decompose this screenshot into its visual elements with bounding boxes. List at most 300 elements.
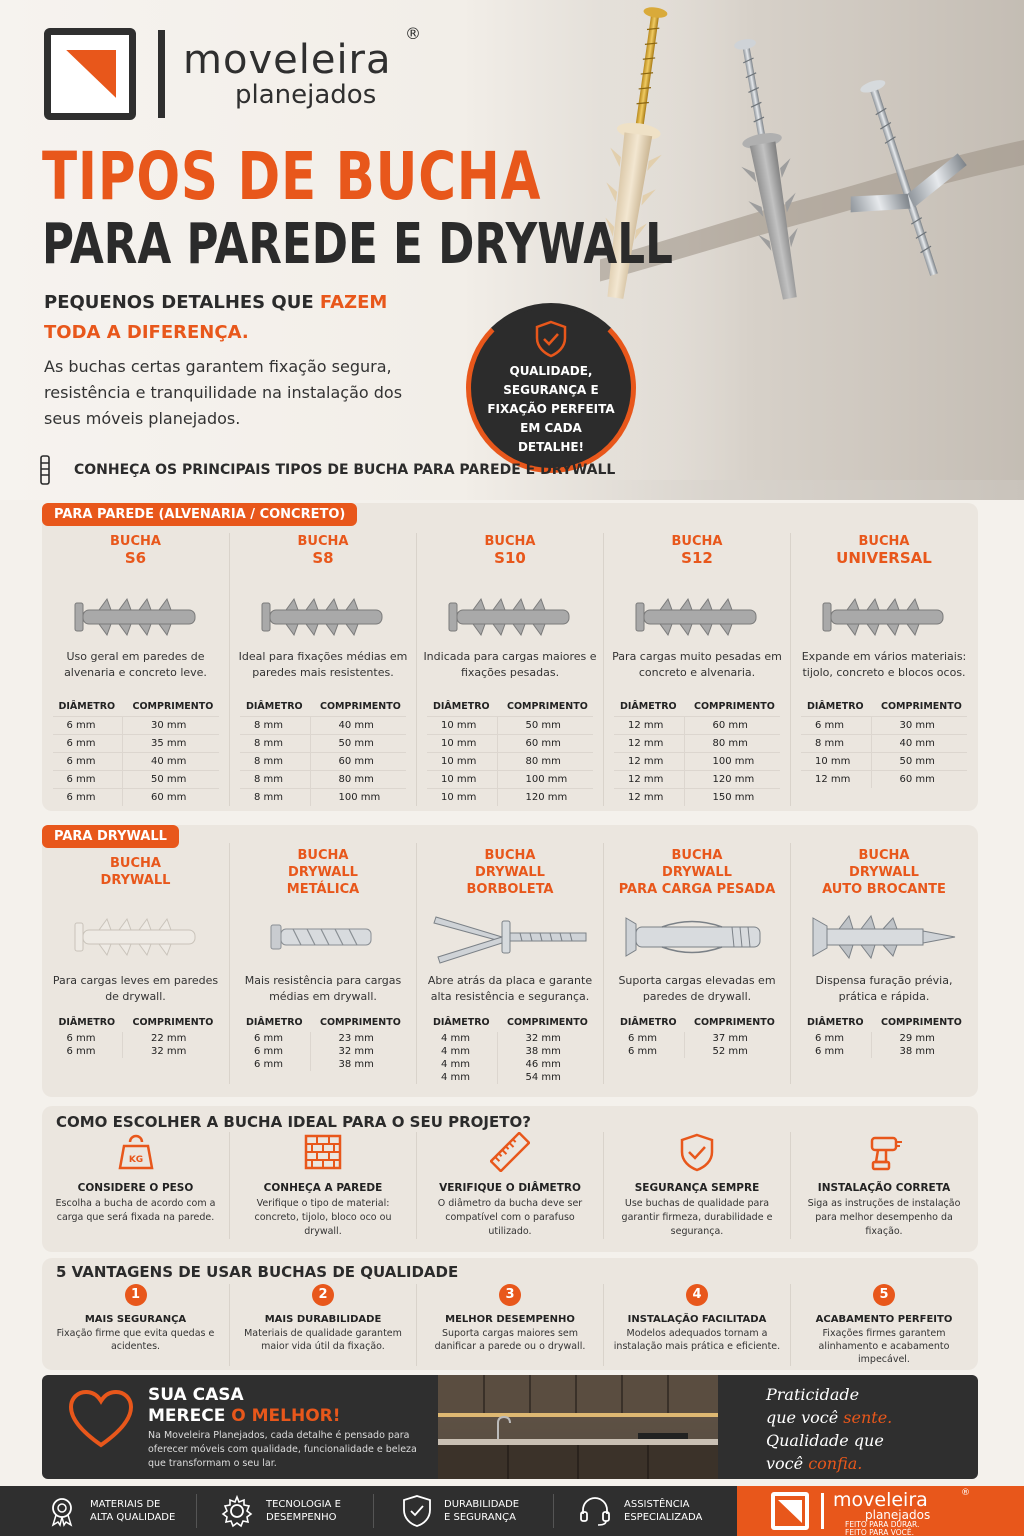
spec-length: 40 mm: [123, 753, 219, 771]
anchor-icon: [38, 455, 52, 485]
spec-length: 32 mm: [338, 1046, 374, 1057]
anchor-title: [417, 843, 603, 901]
advantage-item: [229, 1284, 416, 1366]
anchor-image: [791, 585, 977, 649]
weight-icon: [116, 1132, 156, 1172]
advantage-title: INSTALAÇÃO FACILITADA: [627, 1314, 767, 1325]
anchor-desc: Uso geral em paredes de alvenaria e concreto leve.: [64, 650, 207, 679]
spec-length: 60 mm: [497, 735, 593, 753]
weight-label: KG: [128, 1155, 143, 1165]
logo-sub: planejados: [235, 80, 377, 110]
spec-length: 100 mm: [684, 753, 780, 771]
spec-header-length: COMPRIMENTO: [320, 701, 401, 712]
spec-length: 120 mm: [497, 789, 593, 807]
medal-icon: [46, 1495, 78, 1527]
advantage-item: [603, 1284, 790, 1366]
footer-logo-name: moveleira: [833, 1489, 928, 1511]
anchor-model: UNIVERSAL: [836, 549, 932, 567]
banner-title-line1: SUA CASA: [148, 1385, 244, 1405]
anchor-title-line: BUCHA: [110, 534, 161, 549]
plastic-anchor-icon: [71, 595, 201, 639]
spec-row: [614, 753, 780, 771]
spec-row: [427, 1032, 593, 1045]
anchor-desc: Abre atrás da placa e garante alta resistência e segurança.: [427, 974, 593, 1003]
anchor-title-line: BUCHA: [671, 847, 723, 863]
spec-length: 22 mm: [151, 1033, 187, 1044]
spec-row: [427, 735, 593, 753]
logo-wordmark: [183, 37, 392, 110]
anchor-card: [790, 533, 977, 806]
footer-logo-sub: planejados: [865, 1508, 931, 1522]
spec-diameter: 6 mm: [614, 1045, 684, 1058]
anchor-title-line: BUCHA: [858, 534, 910, 549]
spec-header-diameter: DIÂMETRO: [433, 701, 490, 712]
spec-length: 50 mm: [497, 717, 593, 735]
spec-header-diameter: DIÂMETRO: [433, 1017, 490, 1028]
hero: [0, 0, 1024, 500]
tip-item: [603, 1132, 790, 1239]
spec-row: [801, 735, 967, 753]
anchor-model: S6: [124, 549, 147, 567]
anchor-title-line: BUCHA: [110, 856, 161, 871]
choose-title: COMO ESCOLHER A BUCHA IDEAL PARA O SEU PROJETO?: [56, 1113, 531, 1131]
tagline: [44, 288, 387, 348]
logo-mark-icon: [44, 28, 136, 120]
page-subtitle: PARA PAREDE E DRYWALL: [42, 212, 673, 277]
spec-row: [801, 717, 967, 735]
spec-length: 50 mm: [871, 753, 967, 771]
brand-logo[interactable]: [44, 28, 392, 120]
anchor-title: [42, 533, 229, 585]
advantage-item: [42, 1284, 229, 1366]
plastic-anchor-icon: [71, 915, 201, 959]
anchor-title-line: AUTO BROCANTE: [822, 881, 946, 897]
tip-title: VERIFIQUE O DIÂMETRO: [439, 1182, 581, 1194]
footer-item: [402, 1486, 519, 1536]
spec-length: 35 mm: [123, 735, 219, 753]
advantage-number: 5: [873, 1284, 895, 1306]
spec-header-diameter: DIÂMETRO: [246, 1017, 303, 1028]
category-drywall: PARA DRYWALL: [42, 825, 179, 848]
spec-length: 150 mm: [684, 789, 780, 807]
anchor-title-line: DRYWALL: [475, 864, 545, 880]
advantage-desc: Fixações firmes garantem alinhamento e acabamento impecável.: [818, 1328, 950, 1365]
spec-diameter: 6 mm: [53, 771, 123, 789]
spec-length: 30 mm: [871, 717, 967, 735]
anchor-title: [791, 843, 977, 901]
spec-diameter: 6 mm: [53, 1045, 123, 1058]
spec-length: 100 mm: [497, 771, 593, 789]
tip-desc: Verifique o tipo de material: concreto, tijolo, bloco oco ou drywall.: [254, 1198, 392, 1237]
spec-diameter: 6 mm: [53, 717, 123, 735]
anchor-desc: Para cargas leves em paredes de drywall.: [52, 974, 219, 1003]
spec-diameter: 6 mm: [801, 1032, 871, 1045]
tip-desc: Escolha a bucha de acordo com a carga que será fixada na parede.: [55, 1198, 216, 1223]
spec-length: 80 mm: [497, 753, 593, 771]
spec-length: 60 mm: [310, 753, 406, 771]
anchor-title: [791, 533, 977, 585]
section-intro-text: CONHEÇA OS PRINCIPAIS TIPOS DE BUCHA PARA PAREDE E DRYWALL: [74, 462, 616, 478]
tip-item: [790, 1132, 977, 1239]
spec-length: 40 mm: [310, 717, 406, 735]
banner-slogan: [766, 1383, 892, 1475]
section-intro: [38, 455, 615, 485]
spec-row: [240, 1032, 406, 1045]
footer-slogan-line1: FEITO PARA DURAR.: [845, 1520, 920, 1529]
parede-panel: [42, 503, 978, 811]
badge-line: DETALHE!: [517, 440, 585, 454]
tip-desc: Siga as instruções de instalação para melhor desempenho da fixação.: [807, 1198, 961, 1237]
spec-length: 32 mm: [525, 1033, 561, 1044]
slogan-line4-highlight: confia.: [808, 1454, 863, 1473]
spec-diameter: 12 mm: [614, 771, 684, 789]
anchor-card: [416, 533, 603, 806]
tip-title: CONHEÇA A PAREDE: [263, 1182, 383, 1194]
spec-diameter: 8 mm: [801, 735, 871, 753]
spec-row: [240, 1058, 406, 1071]
advantage-desc: Suporta cargas maiores sem danificar a parede ou o drywall.: [434, 1328, 586, 1352]
anchor-card: [603, 843, 790, 1084]
spec-header-diameter: DIÂMETRO: [58, 701, 116, 712]
tip-desc: Use buchas de qualidade para garantir firmeza, durabilidade e segurança.: [621, 1198, 773, 1237]
anchor-image: [42, 901, 229, 973]
tip-item: [416, 1132, 603, 1239]
advantage-title: MELHOR DESEMPENHO: [445, 1314, 575, 1325]
anchor-desc: Para cargas muito pesadas em concreto e alvenaria.: [612, 650, 782, 679]
spec-header-length: COMPRIMENTO: [132, 701, 214, 712]
anchor-desc: Dispensa furação prévia, prática e rápida.: [815, 974, 953, 1003]
advantage-number: 1: [125, 1284, 147, 1306]
anchor-desc: Expande em vários materiais: tijolo, concreto e blocos ocos.: [801, 650, 967, 679]
drywall-panel: [42, 825, 978, 1097]
anchor-title: [417, 533, 603, 585]
spec-row: [53, 1032, 219, 1045]
advantages-title: 5 VANTAGENS DE USAR BUCHAS DE QUALIDADE: [56, 1263, 459, 1281]
spec-table: [53, 1013, 219, 1058]
spec-length: 38 mm: [525, 1046, 561, 1057]
spec-row: [614, 1045, 780, 1058]
spec-row: [53, 753, 219, 771]
spec-table: [614, 697, 780, 806]
anchor-desc: Mais resistência para cargas médias em drywall.: [244, 974, 402, 1003]
spec-length: 100 mm: [310, 789, 406, 807]
spec-length: 60 mm: [871, 771, 967, 789]
anchor-title: [604, 843, 790, 901]
spec-row: [614, 735, 780, 753]
logo-name: moveleira: [183, 37, 392, 83]
spec-diameter: 4 mm: [427, 1032, 497, 1045]
spec-header-diameter: DIÂMETRO: [58, 1017, 116, 1028]
slogan-line2: que você: [766, 1408, 844, 1427]
anchor-title-line: DRYWALL: [100, 873, 171, 888]
shield-check-icon: [677, 1132, 717, 1172]
spec-diameter: 6 mm: [53, 1032, 123, 1045]
spec-table: [427, 1013, 593, 1084]
spec-diameter: 12 mm: [614, 789, 684, 807]
category-parede: PARA PAREDE (ALVENARIA / CONCRETO): [42, 503, 357, 526]
banner-desc: Na Moveleira Planejados, cada detalhe é pensado para oferecer móveis com qualidade, funcionalidade e beleza que transformam o seu lar.: [148, 1430, 417, 1469]
choose-list: [42, 1132, 978, 1239]
spec-row: [240, 753, 406, 771]
banner-title: [148, 1385, 341, 1427]
tip-item: [42, 1132, 229, 1239]
anchor-image: [417, 901, 603, 973]
spec-diameter: 10 mm: [427, 771, 497, 789]
kitchen-photo: [438, 1375, 718, 1479]
anchor-title: [42, 843, 229, 901]
anchor-image: [230, 901, 416, 973]
anchor-card: [416, 843, 603, 1084]
spec-row: [53, 789, 219, 807]
anchor-image: [604, 585, 790, 649]
spec-length: 50 mm: [310, 735, 406, 753]
spec-row: [427, 789, 593, 807]
gear-icon: [220, 1494, 254, 1528]
spec-length: 37 mm: [712, 1033, 748, 1044]
anchor-title-line: METÁLICA: [286, 881, 360, 897]
anchor-title-line: BUCHA: [484, 847, 536, 863]
spec-diameter: 10 mm: [427, 753, 497, 771]
tip-title: SEGURANÇA SEMPRE: [634, 1182, 760, 1194]
slogan-line1: Praticidade: [766, 1385, 860, 1404]
footer-logo-divider: [821, 1493, 824, 1529]
spec-row: [801, 1045, 967, 1058]
spec-header-length: COMPRIMENTO: [507, 1017, 588, 1028]
ruler-icon: [490, 1132, 530, 1172]
spec-row: [240, 735, 406, 753]
anchor-desc: Ideal para fixações médias em paredes mais resistentes.: [238, 650, 408, 679]
spec-row: [801, 753, 967, 771]
spec-row: [427, 1071, 593, 1084]
tip-desc: O diâmetro da bucha deve ser compatível com o parafuso utilizado.: [437, 1198, 583, 1237]
spec-row: [614, 789, 780, 807]
advantage-desc: Materiais de qualidade garantem maior vida útil da fixação.: [244, 1328, 402, 1352]
shield-icon: [402, 1494, 432, 1528]
spec-length: 60 mm: [123, 789, 219, 807]
spec-diameter: 6 mm: [614, 1032, 684, 1045]
self-drilling-anchor-icon: [809, 912, 959, 962]
spec-diameter: 4 mm: [427, 1045, 497, 1058]
anchor-title: [230, 533, 416, 585]
spec-length: 60 mm: [684, 717, 780, 735]
spec-row: [240, 717, 406, 735]
footer-item-line2: ESPECIALIZADA: [624, 1512, 703, 1523]
footer-divider: [373, 1494, 374, 1528]
spec-length: 46 mm: [525, 1059, 561, 1070]
anchor-title: [604, 533, 790, 585]
brick-wall-icon: [303, 1132, 343, 1172]
spec-table: [240, 1013, 406, 1071]
spec-diameter: 12 mm: [614, 753, 684, 771]
plastic-anchor-icon: [258, 595, 388, 639]
footer-brand[interactable]: [737, 1486, 1024, 1536]
badge-line: EM CADA: [520, 421, 582, 435]
spec-header-length: COMPRIMENTO: [694, 701, 775, 712]
anchor-card: [42, 533, 229, 806]
anchor-image: [791, 901, 977, 973]
footer-item-line1: DURABILIDADE: [444, 1499, 520, 1510]
advantage-desc: Modelos adequados tornam a instalação mais prática e eficiente.: [613, 1328, 781, 1352]
footer-item-line1: ASSISTÊNCIA: [624, 1499, 690, 1510]
drill-icon: [864, 1132, 904, 1172]
logo-registered: ®: [405, 24, 421, 43]
spec-row: [240, 771, 406, 789]
spec-diameter: 12 mm: [614, 735, 684, 753]
spec-row: [53, 735, 219, 753]
spec-row: [614, 717, 780, 735]
spec-length: 30 mm: [123, 717, 219, 735]
tip-item: [229, 1132, 416, 1239]
anchor-title-line: BUCHA: [484, 534, 536, 549]
banner-title-line2: MERECE: [148, 1406, 232, 1426]
anchor-title-line: DRYWALL: [662, 864, 732, 880]
spec-length: 38 mm: [338, 1059, 374, 1070]
anchor-model: S10: [494, 549, 526, 567]
heart-icon: [68, 1389, 134, 1449]
anchor-image: [42, 585, 229, 649]
anchor-card: [603, 533, 790, 806]
footer-item-line2: ALTA QUALIDADE: [90, 1512, 176, 1523]
spec-diameter: 6 mm: [240, 1032, 310, 1045]
spec-length: 38 mm: [899, 1046, 935, 1057]
spec-table: [427, 697, 593, 806]
spec-diameter: 8 mm: [240, 735, 310, 753]
footer-item: [220, 1486, 341, 1536]
badge-line: QUALIDADE,: [509, 364, 593, 378]
spec-header-diameter: DIÂMETRO: [807, 1017, 864, 1028]
spec-length: 52 mm: [712, 1046, 748, 1057]
footer-divider: [553, 1494, 554, 1528]
spec-row: [801, 771, 967, 789]
advantage-item: [790, 1284, 977, 1366]
spec-header-length: COMPRIMENTO: [881, 701, 962, 712]
spec-row: [427, 1045, 593, 1058]
spec-header-length: COMPRIMENTO: [132, 1017, 214, 1028]
spec-header-diameter: DIÂMETRO: [807, 701, 864, 712]
spec-row: [801, 1032, 967, 1045]
advantage-number: 3: [499, 1284, 521, 1306]
spec-diameter: 10 mm: [427, 717, 497, 735]
anchor-card: [790, 843, 977, 1084]
plastic-anchor-icon: [445, 595, 575, 639]
anchor-title-line: BUCHA: [671, 534, 723, 549]
spec-row: [427, 717, 593, 735]
advantage-number: 2: [312, 1284, 334, 1306]
spec-length: 32 mm: [151, 1046, 187, 1057]
footer-logo-reg: ®: [961, 1488, 970, 1498]
footer-logo-mark-icon: [771, 1492, 809, 1530]
spec-length: 40 mm: [871, 735, 967, 753]
footer: [0, 1486, 1024, 1536]
spec-diameter: 8 mm: [240, 771, 310, 789]
metal-anchor-icon: [263, 915, 383, 959]
anchor-card: [229, 843, 416, 1084]
anchor-image: [417, 585, 603, 649]
spec-row: [53, 717, 219, 735]
spec-diameter: 6 mm: [801, 717, 871, 735]
footer-item: [46, 1486, 175, 1536]
advantage-number: 4: [686, 1284, 708, 1306]
spec-row: [427, 1058, 593, 1071]
tagline-part2: TODA A DIFERENÇA.: [44, 322, 249, 343]
advantage-title: MAIS SEGURANÇA: [84, 1314, 187, 1325]
slogan-line4: você: [766, 1454, 809, 1473]
footer-item-line2: DESEMPENHO: [266, 1512, 337, 1523]
spec-diameter: 10 mm: [801, 753, 871, 771]
promo-banner: [42, 1375, 978, 1479]
spec-diameter: 12 mm: [801, 771, 871, 789]
spec-diameter: 8 mm: [240, 753, 310, 771]
spec-diameter: 6 mm: [53, 735, 123, 753]
spec-length: 50 mm: [123, 771, 219, 789]
headset-icon: [578, 1494, 612, 1528]
toggle-bolt-icon: [430, 909, 590, 965]
anchor-desc: Indicada para cargas maiores e fixações pesadas.: [423, 650, 597, 679]
tip-title: INSTALAÇÃO CORRETA: [817, 1182, 951, 1194]
anchor-image: [230, 585, 416, 649]
anchor-card: [42, 843, 229, 1084]
spec-length: 80 mm: [684, 735, 780, 753]
advantages-list: [42, 1284, 978, 1366]
anchor-image: [604, 901, 790, 973]
plastic-anchor-icon: [819, 595, 949, 639]
quality-badge: [466, 303, 636, 473]
spec-diameter: 4 mm: [427, 1058, 497, 1071]
advantage-title: ACABAMENTO PERFEITO: [815, 1314, 953, 1325]
spec-diameter: 6 mm: [53, 753, 123, 771]
shield-check-icon: [534, 320, 568, 358]
spec-length: 80 mm: [310, 771, 406, 789]
slogan-line2-highlight: sente.: [843, 1408, 893, 1427]
badge-line: SEGURANÇA E: [503, 383, 599, 397]
tagline-part1: PEQUENOS DETALHES QUE: [44, 292, 320, 313]
anchor-title-line: DRYWALL: [288, 864, 358, 880]
anchor-title-line: PARA CARGA PESADA: [618, 881, 776, 897]
anchor-card: [229, 533, 416, 806]
banner-title-highlight: O MELHOR!: [231, 1406, 341, 1426]
spec-diameter: 8 mm: [240, 789, 310, 807]
anchor-model: S8: [312, 549, 334, 567]
intro-text: As buchas certas garantem fixação segura, resistência e tranquilidade na instalação dos seus móveis planejados.: [44, 357, 403, 428]
spec-diameter: 6 mm: [801, 1045, 871, 1058]
anchor-title-line: DRYWALL: [849, 864, 919, 880]
advantage-desc: Fixação firme que evita quedas e acidentes.: [56, 1328, 215, 1352]
heavy-duty-anchor-icon: [622, 912, 772, 962]
anchor-model: S12: [681, 549, 713, 567]
spec-row: [53, 1045, 219, 1058]
spec-header-diameter: DIÂMETRO: [620, 701, 677, 712]
footer-slogan-line2: FEITO PARA VOCÊ.: [845, 1528, 914, 1536]
badge-line: FIXAÇÃO PERFEITA: [487, 402, 615, 416]
spec-table: [614, 1013, 780, 1058]
anchor-desc: Suporta cargas elevadas em paredes de drywall.: [618, 974, 776, 1003]
footer-item-line2: E SEGURANÇA: [444, 1512, 516, 1523]
tip-title: CONSIDERE O PESO: [77, 1182, 194, 1194]
spec-row: [427, 771, 593, 789]
spec-length: 29 mm: [899, 1033, 935, 1044]
spec-diameter: 10 mm: [427, 735, 497, 753]
spec-header-diameter: DIÂMETRO: [246, 701, 303, 712]
spec-row: [614, 771, 780, 789]
spec-row: [427, 753, 593, 771]
anchor-title-line: BORBOLETA: [466, 881, 554, 897]
page-title: TIPOS DE BUCHA: [42, 138, 542, 215]
spec-table: [801, 697, 967, 788]
spec-diameter: 6 mm: [240, 1045, 310, 1058]
spec-diameter: 6 mm: [53, 789, 123, 807]
spec-header-length: COMPRIMENTO: [320, 1017, 401, 1028]
spec-row: [240, 789, 406, 807]
